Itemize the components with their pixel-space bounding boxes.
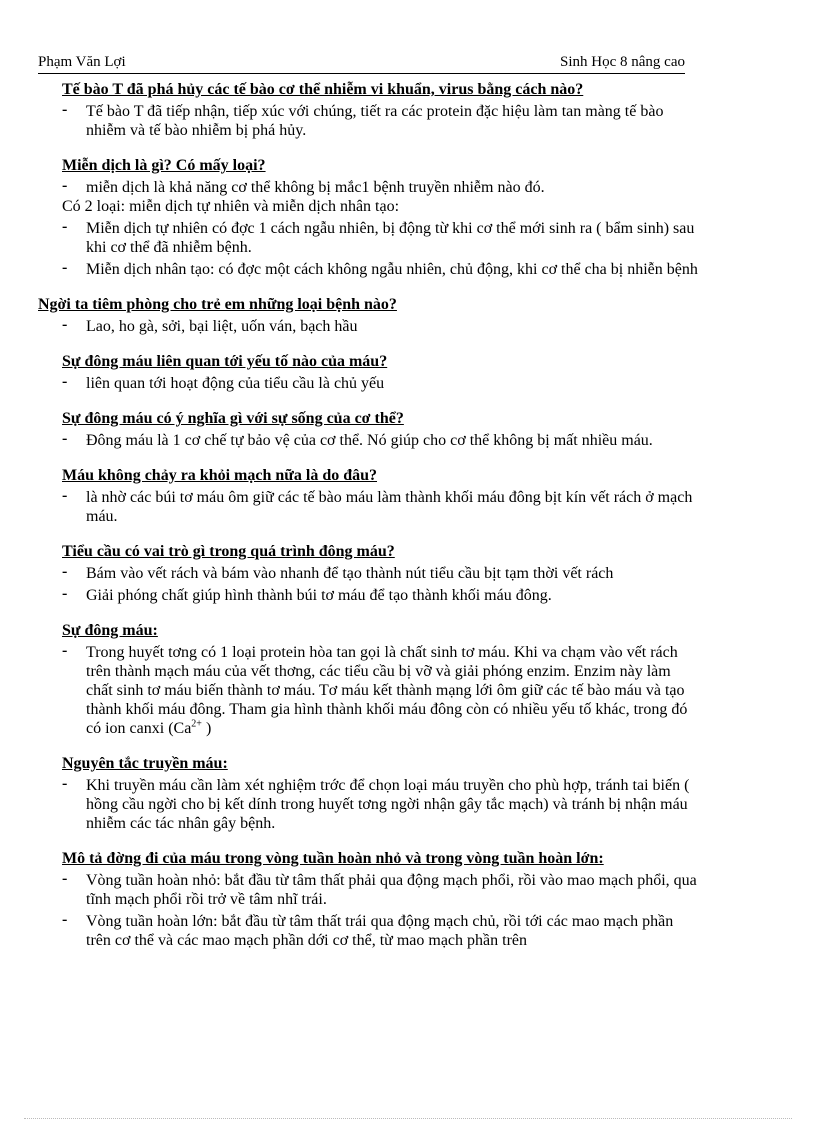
question-heading: Mô tả đờng đi của máu trong vòng tuần hoàn nhỏ và trong vòng tuần hoàn lớn: — [62, 850, 604, 867]
question-heading: Sự đông máu liên quan tới yếu tố nào của máu? — [62, 353, 388, 370]
page-header — [38, 51, 685, 74]
question-heading: Miễn dịch là gì? Có mấy loại? — [62, 157, 266, 174]
question-heading: Tế bào T đã phá hủy các tế bào cơ thể nhiễm vi khuẩn, virus bằng cách nào? — [62, 81, 584, 98]
list-item: - Miễn dịch tự nhiên có đợc 1 cách ngẫu nhiên, bị động từ khi cơ thể mới sinh ra ( bẩm sinh) sau khi cơ thể đã nhiễm bệnh. — [62, 218, 695, 256]
header-subject: Sinh Học 8 nâng cao — [560, 54, 685, 70]
question-heading: Sự đông máu: — [62, 622, 158, 639]
list-item: - Vòng tuần hoàn lớn: bắt đầu từ tâm thất trái qua động mạch chủ, rồi tới các mao mạch phần trên cơ thể và các mao mạch phần dới cơ thể, từ mao mạch phần trên — [62, 911, 674, 949]
list-item: - Bám vào vết rách và bám vào nhanh để tạo thành nút tiểu cầu bịt tạm thời vết rách — [62, 563, 614, 582]
document-content — [38, 80, 698, 950]
list-item: - Trong huyết tơng có 1 loại protein hòa tan gọi là chất sinh tơ máu. Khi va chạm vào vết rách trên thành mạch máu của vết thơng, các tiểu cầu bị vỡ và giải phóng enzim. Enzim này làm chất sinh tơ máu biến thành tơ máu. Tơ máu kết thành mạng lới ôm giữ các tế bào máu và tạo thành khối máu đông. Tham gia hình thành khối máu đông còn có nhiều yếu tố khác, trong đó có ion canxi ($Ca^{2+}$ ) — [62, 642, 688, 737]
question-heading: Ngời ta tiêm phòng cho trẻ em những loại bệnh nào? — [38, 296, 397, 313]
question-heading: Sự đông máu có ý nghĩa gì với sự sống của cơ thể? — [62, 410, 404, 427]
page-bottom-border — [24, 1118, 792, 1119]
header-author: Phạm Văn Lợi — [38, 54, 126, 70]
list-item: - là nhờ các búi tơ máu ôm giữ các tế bào máu làm thành khối máu đông bịt kín vết rách ở mạch máu. — [62, 487, 693, 525]
paragraph: Có 2 loại: miễn dịch tự nhiên và miễn dịch nhân tạo: — [62, 198, 400, 215]
list-item: - Vòng tuần hoàn nhỏ: bắt đầu từ tâm thất phải qua động mạch phổi, rồi vào mao mạch phổi, qua tĩnh mạch phổi rồi trở về tâm nhĩ trái. — [62, 870, 697, 908]
list-item: - miễn dịch là khả năng cơ thể không bị mắc1 bệnh truyền nhiễm nào đó. — [62, 177, 545, 196]
question-heading: Máu không chảy ra khỏi mạch nữa là do đâu? — [62, 467, 378, 484]
list-item: - Giải phóng chất giúp hình thành búi tơ máu để tạo thành khối máu đông. — [62, 585, 552, 604]
list-item: - Khi truyền máu cần làm xét nghiệm trớc để chọn loại máu truyền cho phù hợp, tránh tai biến ( hồng cầu ngời cho bị kết dính trong huyết tơng ngời nhận gây tắc mạch) và tránh bị nhận máu nhiễm các tác nhân gây bệnh. — [62, 775, 690, 832]
list-item: - Đông máu là 1 cơ chế tự bảo vệ của cơ thể. Nó giúp cho cơ thể không bị mất nhiều máu. — [62, 430, 653, 449]
list-item: - Tế bào T đã tiếp nhận, tiếp xúc với chúng, tiết ra các protein đặc hiệu làm tan màng tế bào nhiễm và tế bào nhiễm bị phá hủy. — [62, 101, 664, 139]
list-item: - Lao, ho gà, sởi, bại liệt, uốn ván, bạch hầu — [62, 316, 358, 335]
question-heading: Tiểu cầu có vai trò gì trong quá trình đông máu? — [62, 543, 395, 560]
list-item: - liên quan tới hoạt động của tiểu cầu là chủ yếu — [62, 373, 385, 392]
question-heading: Nguyên tắc truyền máu: — [62, 755, 228, 772]
list-item: - Miễn dịch nhân tạo: có đợc một cách không ngẫu nhiên, chủ động, khi cơ thể cha bị nhiễn bệnh — [62, 259, 698, 278]
